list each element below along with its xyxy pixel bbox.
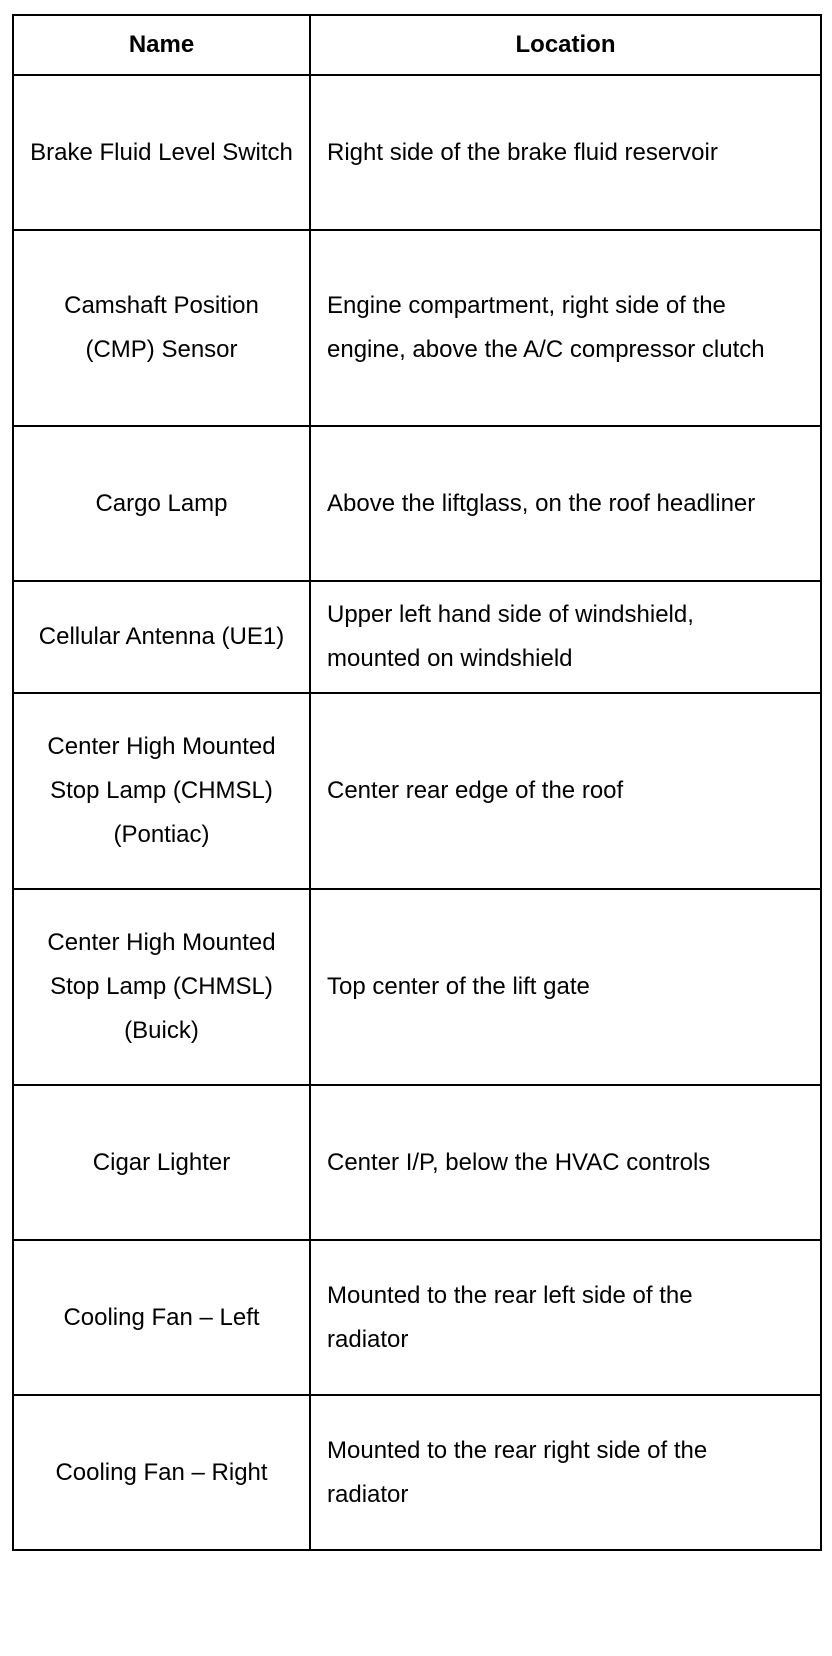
component-location-cell: Above the liftglass, on the roof headliner	[310, 426, 821, 581]
component-location-cell: Upper left hand side of windshield, mounted on windshield	[310, 581, 821, 693]
component-name-cell: Cooling Fan – Left	[13, 1240, 310, 1395]
component-location-cell: Center I/P, below the HVAC controls	[310, 1085, 821, 1240]
table-row	[13, 581, 821, 693]
component-name-cell: Cigar Lighter	[13, 1085, 310, 1240]
component-location-cell: Right side of the brake fluid reservoir	[310, 75, 821, 230]
component-location-table-container	[12, 14, 820, 1551]
table-row	[13, 693, 821, 889]
component-name-cell: Center High Mounted Stop Lamp (CHMSL) (Buick)	[13, 889, 310, 1085]
component-location-cell: Mounted to the rear left side of the radiator	[310, 1240, 821, 1395]
component-location-cell: Center rear edge of the roof	[310, 693, 821, 889]
component-name-cell: Camshaft Position (CMP) Sensor	[13, 230, 310, 426]
component-location-cell: Top center of the lift gate	[310, 889, 821, 1085]
component-name-cell: Brake Fluid Level Switch	[13, 75, 310, 230]
component-location-cell: Mounted to the rear right side of the radiator	[310, 1395, 821, 1550]
component-name-cell: Cooling Fan – Right	[13, 1395, 310, 1550]
location-column-header: Location	[310, 15, 821, 75]
component-name-cell: Center High Mounted Stop Lamp (CHMSL) (Pontiac)	[13, 693, 310, 889]
component-name-cell: Cargo Lamp	[13, 426, 310, 581]
table-row	[13, 230, 821, 426]
table-row	[13, 1085, 821, 1240]
header-row	[13, 15, 821, 75]
name-column-header: Name	[13, 15, 310, 75]
table-row	[13, 889, 821, 1085]
component-location-cell: Engine compartment, right side of the engine, above the A/C compressor clutch	[310, 230, 821, 426]
component-name-cell: Cellular Antenna (UE1)	[13, 581, 310, 693]
table-row	[13, 426, 821, 581]
table-row	[13, 75, 821, 230]
table-row	[13, 1240, 821, 1395]
component-location-table	[12, 14, 822, 1551]
table-row	[13, 1395, 821, 1550]
